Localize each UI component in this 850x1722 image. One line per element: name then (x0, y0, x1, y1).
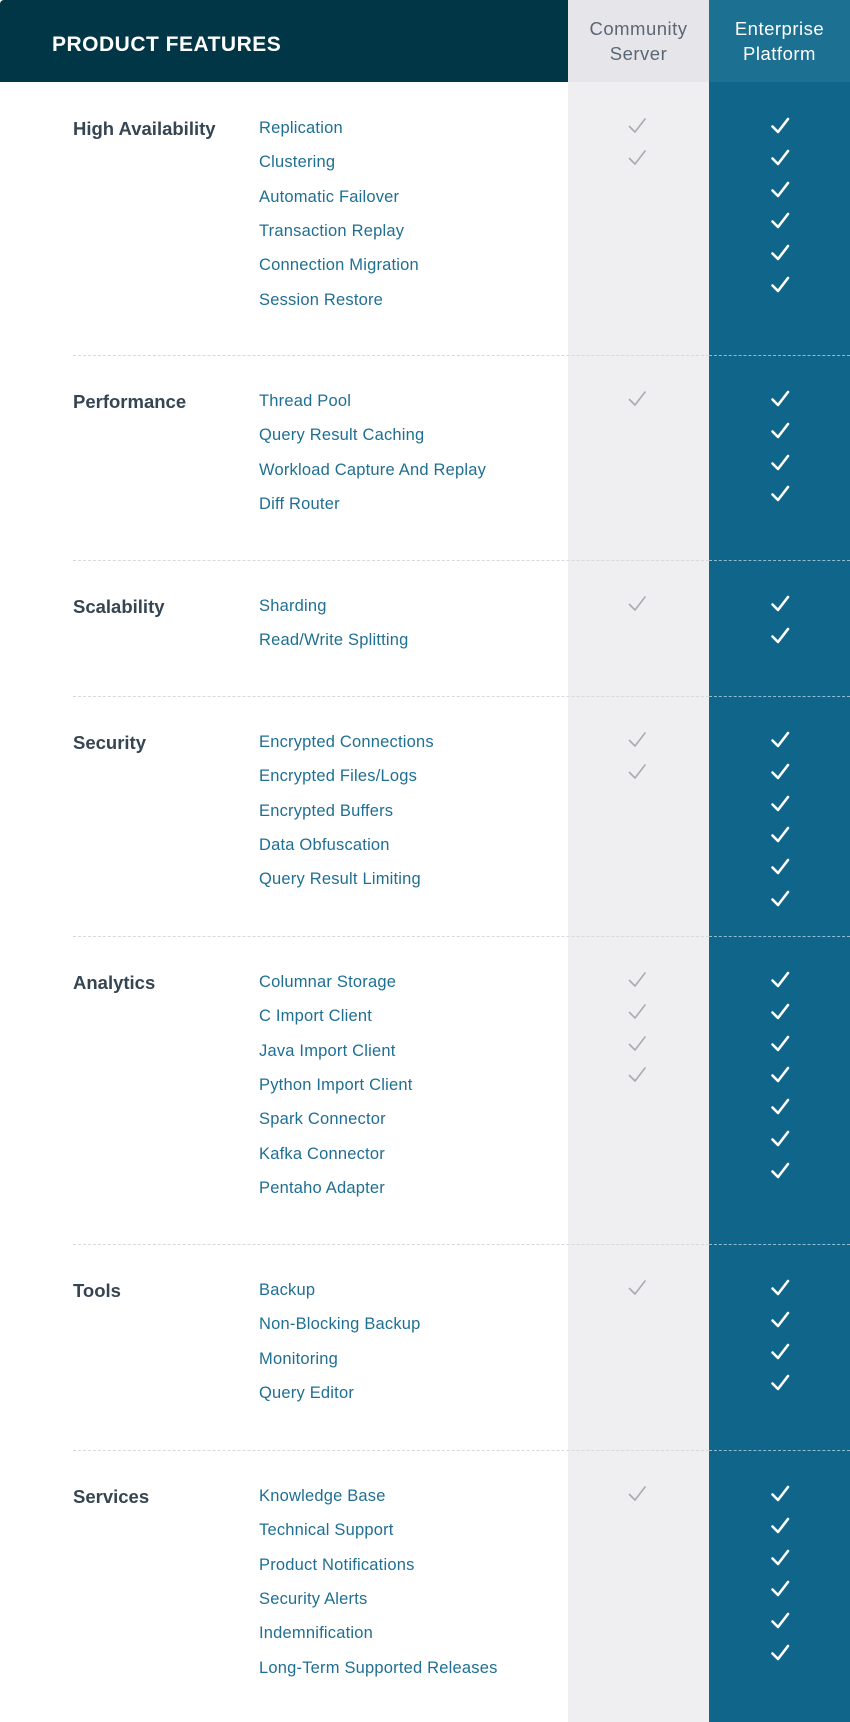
category-title: High Availability (73, 118, 216, 139)
feature-label: Python Import Client (259, 1075, 413, 1094)
community-server-label: Community Server (589, 18, 688, 64)
enterprise-check-icon (768, 451, 792, 475)
enterprise-check-icon (768, 209, 792, 233)
enterprise-check-icon (768, 482, 792, 506)
enterprise-check-icon (768, 1482, 792, 1506)
feature-label: Session Restore (259, 290, 384, 309)
community-column-background (568, 0, 709, 1722)
feature-label: Kafka Connector (259, 1144, 385, 1163)
enterprise-check-icon (768, 241, 792, 265)
enterprise-check-icon (768, 1159, 792, 1183)
enterprise-platform-label: Enterprise Platform (734, 18, 825, 64)
section-divider (709, 936, 850, 937)
community-check-icon (625, 592, 649, 616)
feature-label: Thread Pool (259, 392, 352, 410)
enterprise-check-icon (768, 1340, 792, 1364)
feature-label: Data Obfuscation (259, 835, 390, 854)
feature-label: Non-Blocking Backup (259, 1315, 421, 1334)
category-title: Performance (73, 391, 187, 412)
enterprise-check-icon (768, 146, 792, 170)
enterprise-check-icon (768, 728, 792, 752)
community-check-icon (625, 1032, 649, 1056)
enterprise-check-icon (768, 1063, 792, 1087)
feature-label: Clustering (259, 153, 336, 172)
feature-label: Backup (259, 1281, 316, 1299)
section-divider (73, 696, 709, 697)
enterprise-platform-column-header (709, 0, 850, 82)
feature-label: Query Result Caching (259, 426, 425, 445)
enterprise-check-icon (768, 1095, 792, 1119)
enterprise-check-icon (768, 592, 792, 616)
feature-label: Pentaho Adapter (259, 1178, 385, 1197)
section-divider (73, 355, 709, 356)
community-check-icon (625, 968, 649, 992)
feature-label: Java Import Client (259, 1041, 396, 1060)
section-divider (73, 560, 709, 561)
feature-label: Monitoring (259, 1349, 339, 1368)
feature-label: Transaction Replay (259, 221, 405, 240)
feature-label: Technical Support (259, 1521, 394, 1540)
feature-label: Long-Term Supported Releases (259, 1658, 498, 1677)
community-check-icon (625, 728, 649, 752)
section-divider (709, 696, 850, 697)
feature-label: Query Editor (259, 1383, 355, 1402)
community-check-icon (625, 146, 649, 170)
page-title: PRODUCT FEATURES (52, 33, 282, 56)
enterprise-check-icon (768, 1308, 792, 1332)
category-title: Services (73, 1486, 150, 1507)
feature-label: Automatic Failover (259, 187, 400, 206)
enterprise-check-icon (768, 114, 792, 138)
enterprise-check-icon (768, 1546, 792, 1570)
enterprise-check-icon (768, 1577, 792, 1601)
category-title: Tools (73, 1280, 121, 1301)
feature-label: Security Alerts (259, 1589, 368, 1608)
feature-label: Encrypted Files/Logs (259, 767, 418, 786)
enterprise-check-icon (768, 823, 792, 847)
enterprise-check-icon (768, 1276, 792, 1300)
enterprise-check-icon (768, 1641, 792, 1665)
feature-label: Read/Write Splitting (259, 631, 409, 650)
enterprise-check-icon (768, 1514, 792, 1538)
feature-label: Query Result Limiting (259, 870, 421, 889)
feature-label: Workload Capture And Replay (259, 460, 487, 479)
category-title: Scalability (73, 596, 165, 617)
table-header (0, 0, 850, 82)
enterprise-check-icon (768, 968, 792, 992)
enterprise-check-icon (768, 760, 792, 784)
enterprise-check-icon (768, 855, 792, 879)
feature-label: Diff Router (259, 494, 340, 513)
enterprise-check-icon (768, 178, 792, 202)
feature-label: Columnar Storage (259, 973, 397, 991)
enterprise-check-icon (768, 887, 792, 911)
feature-label: Encrypted Buffers (259, 801, 394, 820)
section-divider (709, 355, 850, 356)
enterprise-check-icon (768, 419, 792, 443)
category-title: Security (73, 732, 147, 753)
enterprise-check-icon (768, 1609, 792, 1633)
feature-label: Spark Connector (259, 1110, 386, 1129)
section-divider (709, 560, 850, 561)
header-title-cell (0, 0, 568, 82)
feature-label: Indemnification (259, 1624, 373, 1643)
feature-label: Encrypted Connections (259, 733, 434, 751)
enterprise-check-icon (768, 624, 792, 648)
feature-label: C Import Client (259, 1007, 373, 1026)
section-divider (73, 1244, 709, 1245)
section-divider (73, 1450, 709, 1451)
section-divider (709, 1450, 850, 1451)
category-title: Analytics (73, 972, 156, 993)
enterprise-check-icon (768, 387, 792, 411)
community-server-column-header (568, 0, 709, 82)
feature-label: Sharding (259, 597, 327, 615)
enterprise-check-icon (768, 792, 792, 816)
enterprise-check-icon (768, 1371, 792, 1395)
enterprise-check-icon (768, 1000, 792, 1024)
community-check-icon (625, 1276, 649, 1300)
feature-label: Connection Migration (259, 256, 419, 275)
enterprise-check-icon (768, 273, 792, 297)
feature-label: Product Notifications (259, 1555, 415, 1574)
community-check-icon (625, 1000, 649, 1024)
community-check-icon (625, 1063, 649, 1087)
community-check-icon (625, 1482, 649, 1506)
section-divider (73, 936, 709, 937)
community-check-icon (625, 114, 649, 138)
community-check-icon (625, 760, 649, 784)
enterprise-check-icon (768, 1032, 792, 1056)
feature-label: Replication (259, 119, 343, 137)
section-divider (709, 1244, 850, 1245)
community-check-icon (625, 387, 649, 411)
feature-label: Knowledge Base (259, 1487, 386, 1505)
enterprise-check-icon (768, 1127, 792, 1151)
